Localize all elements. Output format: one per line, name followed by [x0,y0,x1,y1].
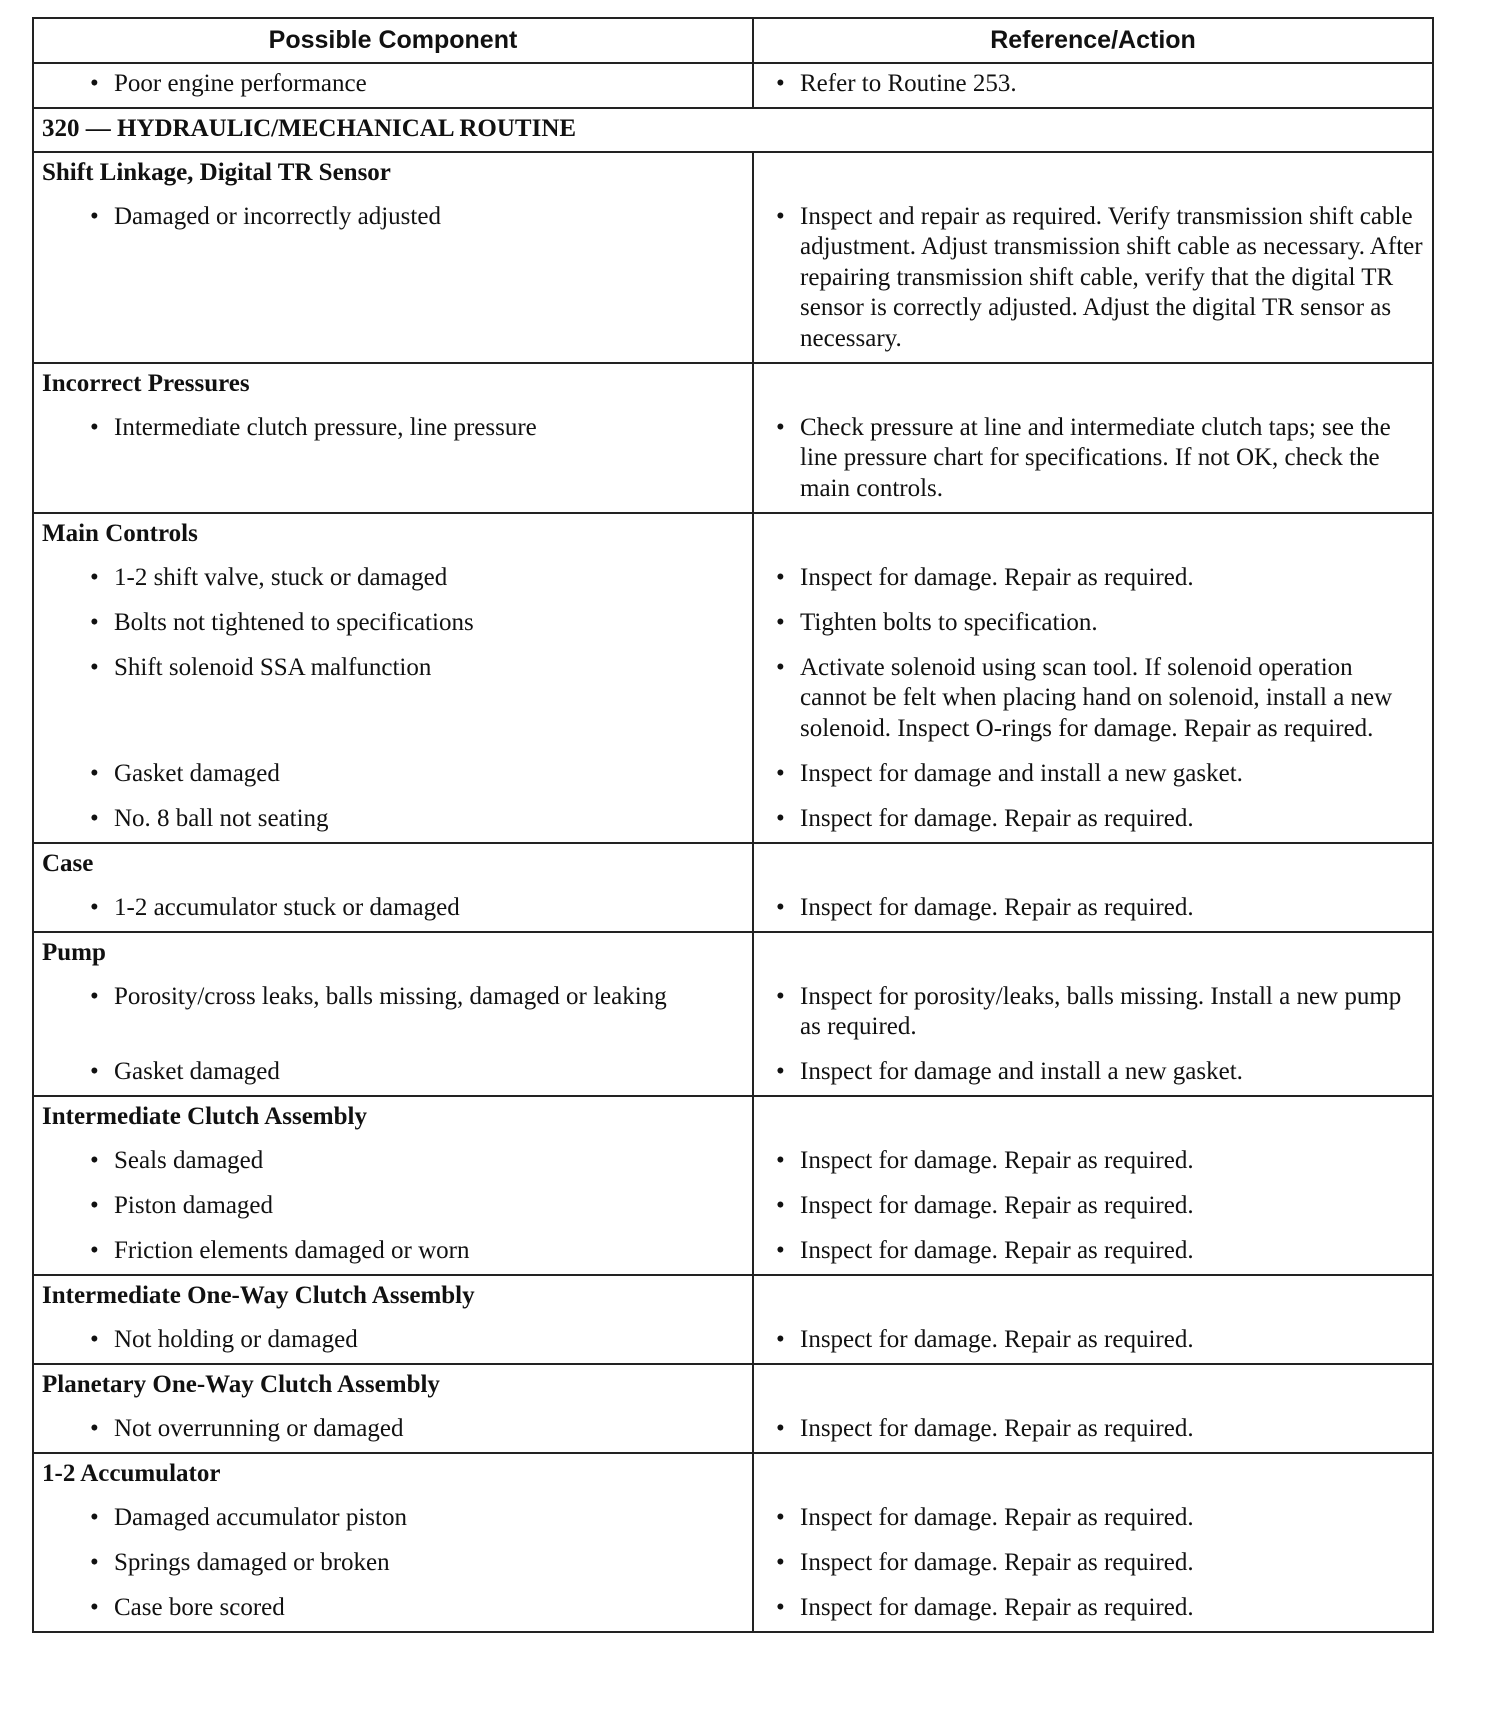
component-text: Friction elements damaged or worn [114,1236,470,1264]
action-text: Inspect for damage. Repair as required. [800,1191,1194,1219]
section-title: Case [42,849,94,877]
action-cell [753,1275,1433,1364]
section-row [33,932,1433,1096]
component-text: Intermediate clutch pressure, line pressure [114,413,537,441]
component-text: Damaged or incorrectly adjusted [114,202,441,230]
component-text: Bolts not tightened to specifications [114,608,474,636]
action-text: Refer to Routine 253. [800,70,1017,97]
component-text: 1-2 shift valve, stuck or damaged [114,563,448,591]
component-text: 1-2 accumulator stuck or damaged [114,893,460,921]
list-item [42,608,744,639]
action-cell [753,843,1433,932]
bullet: • [776,1414,785,1442]
column-header-action: Reference/Action [753,18,1433,63]
list-item [42,1146,744,1177]
component-text: Springs damaged or broken [114,1548,390,1576]
list-item [42,1236,744,1267]
section-title: Planetary One-Way Clutch Assembly [42,1370,440,1398]
bullet: • [776,1191,785,1219]
list-item [762,413,1424,505]
bullet: • [90,608,99,636]
bullet: • [776,608,785,636]
bullet: • [776,202,785,230]
component-text: Damaged accumulator piston [114,1503,407,1531]
list-item [762,608,1424,639]
bullet: • [90,1414,99,1442]
bullet: • [90,1236,99,1264]
bullet: • [776,1146,785,1174]
list-item [42,1593,744,1624]
component-text: No. 8 ball not seating [114,804,329,832]
action-text: Inspect for damage. Repair as required. [800,1236,1194,1264]
action-cell [753,1096,1433,1275]
bullet: • [776,653,785,681]
list-item [762,1414,1424,1445]
list-item [762,1057,1424,1088]
component-list [42,893,744,924]
routine-title: 320 — HYDRAULIC/MECHANICAL ROUTINE [42,114,577,142]
list-item [762,563,1424,594]
list-item [42,893,744,924]
action-text: Inspect for damage. Repair as required. [800,1414,1194,1442]
list-item [762,653,1424,745]
list-item [42,563,744,594]
bullet: • [776,70,785,97]
component-list [42,563,744,835]
section-row [33,513,1433,843]
action-cell [753,363,1433,513]
bullet: • [776,1548,785,1576]
component-text: Piston damaged [114,1191,274,1219]
action-text: Activate solenoid using scan tool. If solenoid operation cannot be felt when placing hand on solenoid, install a new solenoid. Inspect O-rings for damage. Repair as required. [800,653,1393,742]
action-cell [753,152,1433,363]
bullet: • [90,1325,99,1353]
bullet: • [90,893,99,921]
action-list [762,1503,1424,1624]
bullet: • [90,413,99,441]
action-cell [753,513,1433,843]
action-text: Inspect for damage. Repair as required. [800,1503,1194,1531]
bullet: • [776,804,785,832]
component-text: Poor engine performance [114,70,367,97]
list-item [762,1146,1424,1177]
section-row [33,1364,1433,1453]
component-text: Shift solenoid SSA malfunction [114,653,432,681]
list-item [762,1548,1424,1579]
section-row [33,1453,1433,1632]
list-item [762,1503,1424,1534]
bullet: • [90,982,99,1010]
bullet: • [90,804,99,832]
action-text: Inspect for damage. Repair as required. [800,563,1194,591]
list-item [42,804,744,835]
bullet: • [90,1548,99,1576]
component-text: Seals damaged [114,1146,264,1174]
list-item [42,982,744,1043]
action-text: Inspect and repair as required. Verify transmission shift cable adjustment. Adjust transmission shift cable as necessary. After repairing transmission shift cable, verify that the digital TR sensor is correctly adjusted. Adjust the digital TR sensor as necessary. [800,202,1423,352]
component-cell [33,1453,753,1632]
component-cell [33,843,753,932]
action-list [762,1414,1424,1445]
bullet: • [90,1593,99,1621]
bullet: • [776,563,785,591]
section-row [33,1275,1433,1364]
section-title: Incorrect Pressures [42,369,250,397]
component-list [42,1503,744,1624]
section-row [33,843,1433,932]
bullet: • [90,70,99,97]
section-title: Pump [42,938,106,966]
bullet: • [90,759,99,787]
list-item [762,804,1424,835]
component-list [42,1325,744,1356]
bullet: • [776,982,785,1010]
action-cell [753,1453,1433,1632]
action-text: Check pressure at line and intermediate clutch taps; see the line pressure chart for specifications. If not OK, check the main controls. [800,413,1391,502]
table-header-row [33,18,1433,63]
action-text: Inspect for damage and install a new gasket. [800,1057,1243,1085]
bullet: • [90,563,99,591]
bullet: • [776,413,785,441]
list-item [42,1503,744,1534]
component-text: Not holding or damaged [114,1325,358,1353]
list-item [762,1236,1424,1267]
action-list [762,413,1424,505]
column-header-component: Possible Component [33,18,753,63]
section-row [33,363,1433,513]
action-text: Inspect for damage. Repair as required. [800,1146,1194,1174]
bullet: • [776,1057,785,1085]
bullet: • [776,1325,785,1353]
bullet: • [90,653,99,681]
bullet: • [90,1057,99,1085]
action-list [762,982,1424,1088]
intro-component-cell [33,63,753,108]
component-cell [33,152,753,363]
list-item [762,69,1424,100]
action-text: Inspect for damage and install a new gasket. [800,759,1243,787]
component-cell [33,1364,753,1453]
bullet: • [90,1503,99,1531]
section-title: Intermediate Clutch Assembly [42,1102,367,1130]
action-text: Inspect for damage. Repair as required. [800,1548,1194,1576]
list-item [42,202,744,355]
action-text: Tighten bolts to specification. [800,608,1098,636]
routine-title-row [33,108,1433,152]
table-body [33,63,1433,1632]
component-list [42,1414,744,1445]
action-text: Inspect for damage. Repair as required. [800,893,1194,921]
component-text: Gasket damaged [114,759,280,787]
list-item [762,982,1424,1043]
section-title: Intermediate One-Way Clutch Assembly [42,1281,475,1309]
section-title: Shift Linkage, Digital TR Sensor [42,158,391,186]
action-text: Inspect for damage. Repair as required. [800,804,1194,832]
section-row [33,1096,1433,1275]
list-item [42,1191,744,1222]
list-item [42,1414,744,1445]
list-item [42,1325,744,1356]
list-item [762,202,1424,355]
bullet: • [776,1593,785,1621]
list-item [762,1191,1424,1222]
action-text: Inspect for porosity/leaks, balls missing. Install a new pump as required. [800,982,1402,1040]
bullet: • [90,1191,99,1219]
bullet: • [776,893,785,921]
component-text: Case bore scored [114,1593,285,1621]
bullet: • [776,759,785,787]
action-text: Inspect for damage. Repair as required. [800,1325,1194,1353]
action-cell [753,932,1433,1096]
routine-title-cell [33,108,1433,152]
list-item [42,1548,744,1579]
action-list [762,893,1424,924]
list-item [42,759,744,790]
section-title: 1-2 Accumulator [42,1459,221,1487]
component-cell [33,1275,753,1364]
list-item [762,1325,1424,1356]
component-list [42,202,744,355]
list-item [762,893,1424,924]
intro-row [33,63,1433,108]
list-item [42,413,744,505]
bullet: • [776,1236,785,1264]
action-cell [753,1364,1433,1453]
component-text: Not overrunning or damaged [114,1414,404,1442]
list-item [42,1057,744,1088]
component-cell [33,363,753,513]
component-list [42,982,744,1088]
list-item [42,69,744,100]
component-list [42,1146,744,1267]
action-list [762,1146,1424,1267]
action-text: Inspect for damage. Repair as required. [800,1593,1194,1621]
component-cell [33,513,753,843]
bullet: • [776,1503,785,1531]
bullet: • [90,202,99,230]
list-item [762,759,1424,790]
component-cell [33,1096,753,1275]
action-list [762,202,1424,355]
diagnostic-table [32,17,1434,1633]
section-row [33,152,1433,363]
component-cell [33,932,753,1096]
list-item [762,1593,1424,1624]
bullet: • [90,1146,99,1174]
intro-action-cell [753,63,1433,108]
list-item [42,653,744,745]
component-text: Gasket damaged [114,1057,280,1085]
action-list [762,1325,1424,1356]
section-title: Main Controls [42,519,198,547]
action-list [762,563,1424,835]
component-text: Porosity/cross leaks, balls missing, damaged or leaking [114,982,667,1010]
component-list [42,413,744,505]
